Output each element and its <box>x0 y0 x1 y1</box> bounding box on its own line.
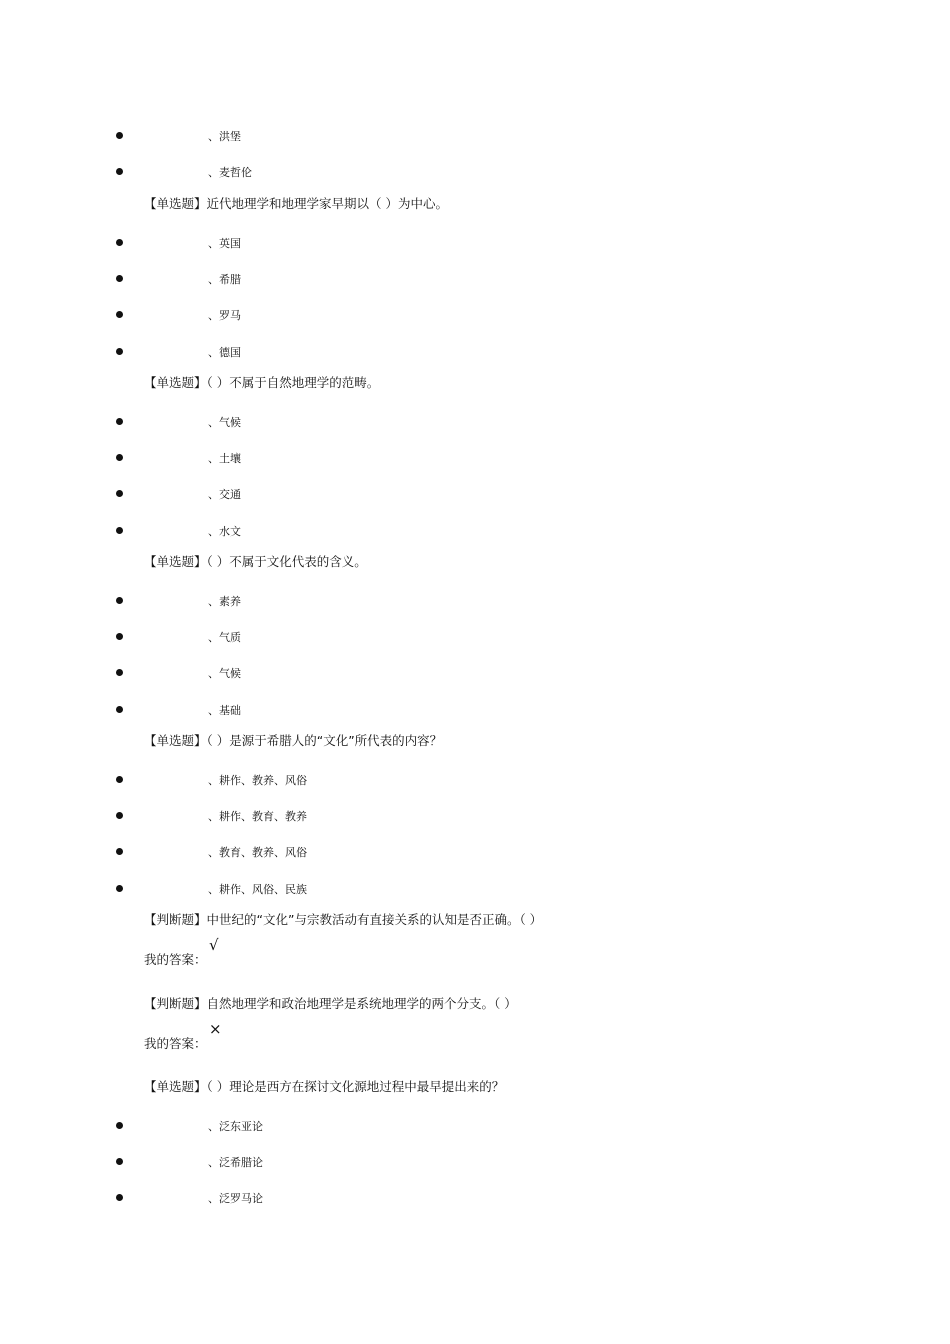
bullet-dot-icon <box>116 597 123 604</box>
option-item <box>0 1120 950 1140</box>
question-text: 【单选题】（ ）理论是西方在探讨文化源地过程中最早提出来的？ <box>144 1079 505 1094</box>
answer-mark-icon: × <box>209 1020 222 1038</box>
option-text: 、罗马 <box>208 309 241 322</box>
bullet-dot-icon <box>116 669 123 676</box>
option-text: 、洪堡 <box>208 130 241 143</box>
question-text: 【单选题】（ ）不属于自然地理学的范畴。 <box>144 375 380 390</box>
answer-mark-icon: √ <box>209 936 219 954</box>
option-item <box>0 416 950 436</box>
option-text: 、英国 <box>208 237 241 250</box>
option-item <box>0 1156 950 1176</box>
bullet-dot-icon <box>116 490 123 497</box>
bullet-dot-icon <box>116 239 123 246</box>
bullet-dot-icon <box>116 527 123 534</box>
bullet-dot-icon <box>116 1122 123 1129</box>
bullet-dot-icon <box>116 812 123 819</box>
option-text: 、气候 <box>208 667 241 680</box>
option-text: 、耕作、教养、风俗 <box>208 774 307 787</box>
option-item <box>0 1192 950 1212</box>
bullet-dot-icon <box>116 885 123 892</box>
bullet-dot-icon <box>116 776 123 783</box>
option-text: 、气质 <box>208 631 241 644</box>
option-item <box>0 166 950 186</box>
option-text: 、希腊 <box>208 273 241 286</box>
answer-label: 我的答案： <box>144 1036 207 1051</box>
question-text: 【判断题】中世纪的“文化”与宗教活动有直接关系的认知是否正确。（ ） <box>144 912 543 927</box>
option-text: 、泛东亚论 <box>208 1120 263 1133</box>
option-text: 、土壤 <box>208 452 241 465</box>
bullet-dot-icon <box>116 1158 123 1165</box>
bullet-dot-icon <box>116 311 123 318</box>
option-item <box>0 346 950 366</box>
option-item <box>0 846 950 866</box>
option-item <box>0 237 950 257</box>
option-text: 、素养 <box>208 595 241 608</box>
question-item <box>0 196 950 216</box>
option-text: 、教育、教养、风俗 <box>208 846 307 859</box>
question-item <box>0 733 950 753</box>
option-item <box>0 273 950 293</box>
option-item <box>0 452 950 472</box>
option-item <box>0 309 950 329</box>
bullet-dot-icon <box>116 132 123 139</box>
option-item <box>0 774 950 794</box>
option-item <box>0 525 950 545</box>
bullet-dot-icon <box>116 418 123 425</box>
option-item <box>0 704 950 724</box>
bullet-dot-icon <box>116 168 123 175</box>
option-text: 、耕作、教育、教养 <box>208 810 307 823</box>
option-item <box>0 130 950 150</box>
bullet-dot-icon <box>116 706 123 713</box>
option-item <box>0 810 950 830</box>
bullet-dot-icon <box>116 1194 123 1201</box>
option-item <box>0 883 950 903</box>
option-text: 、麦哲伦 <box>208 166 252 179</box>
option-text: 、耕作、风俗、民族 <box>208 883 307 896</box>
question-text: 【判断题】自然地理学和政治地理学是系统地理学的两个分支。（ ） <box>144 996 517 1011</box>
answer-label: 我的答案： <box>144 952 207 967</box>
answer-item <box>0 1020 950 1051</box>
option-item <box>0 595 950 615</box>
question-text: 【单选题】（ ）是源于希腊人的“文化”所代表的内容？ <box>144 733 443 748</box>
question-text: 【单选题】（ ）不属于文化代表的含义。 <box>144 554 367 569</box>
question-item <box>0 996 950 1016</box>
bullet-dot-icon <box>116 348 123 355</box>
bullet-dot-icon <box>116 454 123 461</box>
option-text: 、交通 <box>208 488 241 501</box>
option-text: 、泛希腊论 <box>208 1156 263 1169</box>
question-item <box>0 912 950 932</box>
option-item <box>0 488 950 508</box>
option-text: 、德国 <box>208 346 241 359</box>
question-text: 【单选题】近代地理学和地理学家早期以（ ）为中心。 <box>144 196 448 211</box>
bullet-dot-icon <box>116 633 123 640</box>
question-item <box>0 1079 950 1099</box>
option-text: 、泛罗马论 <box>208 1192 263 1205</box>
option-text: 、基础 <box>208 704 241 717</box>
option-text: 、气候 <box>208 416 241 429</box>
bullet-dot-icon <box>116 848 123 855</box>
bullet-dot-icon <box>116 275 123 282</box>
question-item <box>0 375 950 395</box>
option-item <box>0 631 950 651</box>
question-item <box>0 554 950 574</box>
answer-item <box>0 936 950 967</box>
option-item <box>0 667 950 687</box>
option-text: 、水文 <box>208 525 241 538</box>
